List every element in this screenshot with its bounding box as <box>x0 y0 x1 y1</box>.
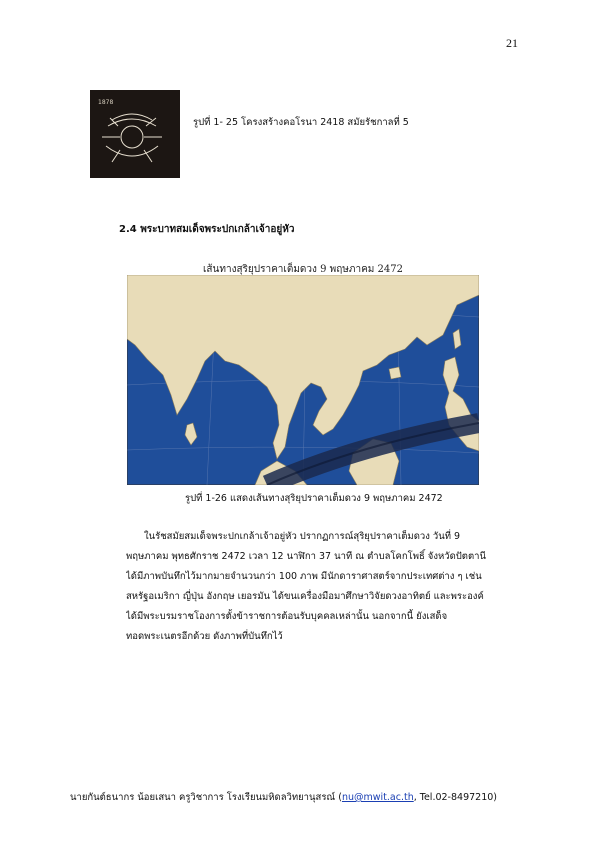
footer <box>70 790 497 805</box>
paragraph-line: ทอดพระเนตรอีกด้วย ดังภาพที่บันทึกไว้ <box>126 631 283 642</box>
paragraph-line: สหรัฐอเมริกา ญี่ปุ่น อังกฤษ เยอรมัน ได้ขนเครื่องมือมาศึกษาวิจัยดวงอาทิตย์ และพระองค์ <box>126 591 484 602</box>
corona-photo <box>90 90 180 178</box>
paragraph-line: พฤษภาคม พุทธศักราช 2472 เวลา 12 นาฬิกา 37 นาที ณ ตำบลโคกโพธิ์ จังหวัดปัตตานี <box>126 551 486 562</box>
paragraph-line: ในรัชสมัยสมเด็จพระปกเกล้าเจ้าอยู่หัว ปรากฏการณ์สุริยุปราคาเต็มดวง วันที่ 9 <box>144 531 461 542</box>
body-paragraph <box>126 527 526 647</box>
map-title: เส้นทางสุริยุปราคาเต็มดวง 9 พฤษภาคม 2472 <box>203 264 403 275</box>
footer-author: นายกันต์ธนากร น้อยเสนา ครูวิชาการ โรงเรียนมหิดลวิทยานุสรณ์ ( <box>70 792 342 803</box>
footer-email-link[interactable]: nu@mwit.ac.th <box>341 792 414 803</box>
section-heading: 2.4 พระบาทสมเด็จพระปกเกล้าเจ้าอยู่หัว <box>119 224 295 235</box>
figure-1-caption: รูปที่ 1- 25 โครงสร้างคอโรนา 2418 สมัยรัชกาลที่ 5 <box>193 117 409 128</box>
corona-drawing <box>90 90 180 178</box>
eclipse-path-map <box>127 275 479 485</box>
photo-year-label: 1878 <box>98 99 114 106</box>
map-drawing <box>127 275 479 485</box>
page-number: 21 <box>506 36 518 50</box>
figure-2-caption: รูปที่ 1-26 แสดงเส้นทางสุริยุปราคาเต็มดวง 9 พฤษภาคม 2472 <box>185 493 443 504</box>
paragraph-line: ได้มีภาพบันทึกไว้มากมายจำนวนกว่า 100 ภาพ มีนักดาราศาสตร์จากประเทศต่าง ๆ เช่น <box>126 571 482 582</box>
paragraph-line: ได้มีพระบรมราชโองการตั้งข้าราชการต้อนรับบุคคลเหล่านั้น นอกจากนี้ ยังเสด็จ <box>126 611 448 622</box>
hainan <box>389 367 401 379</box>
footer-phone: , Tel.02-8497210) <box>413 792 497 803</box>
